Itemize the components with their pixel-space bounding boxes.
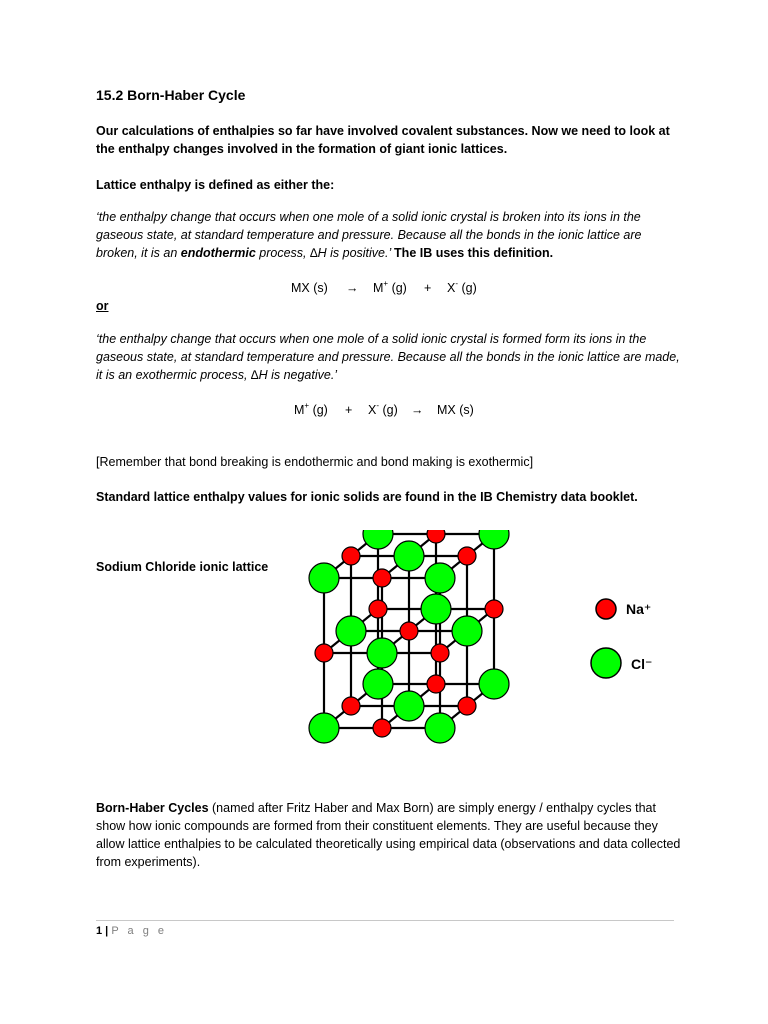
sodium-ion	[427, 530, 445, 543]
sodium-ion	[342, 697, 360, 715]
definition-bold-word: endothermic	[180, 246, 256, 260]
ib-definition-note: The IB uses this definition.	[394, 246, 554, 260]
equation-breaking	[0, 279, 768, 297]
sodium-ion	[315, 644, 333, 662]
definition-text-a: ‘the enthalpy change that occurs when one mole of a solid ionic crystal is broken into its ions in the gaseous state, at standard temperature and pressure. Because all the bonds in the ionic lattice are broken, it is an	[96, 210, 642, 260]
or-label: or	[96, 299, 109, 313]
remember-note: [Remember that bond breaking is endothermic and bond making is exothermic]	[96, 455, 534, 469]
chloride-ion	[309, 713, 339, 743]
born-haber-text: (named after Fritz Haber and Max Born) are simply energy / enthalpy cycles that show how ionic compounds are formed from their constituent elements. They are useful because they allow lattice enthalpies to be calculated theoretically using empirical data (observations and data collected from experiments).	[96, 801, 681, 869]
eq1-product-cation: M+ (g)	[373, 278, 407, 295]
chloride-ion	[363, 669, 393, 699]
lattice-caption: Sodium Chloride ionic lattice	[96, 560, 269, 574]
eq2-plus: +	[345, 403, 353, 417]
eq2-arrow: →	[411, 403, 424, 417]
page-word: P a g e	[111, 925, 167, 937]
sodium-ion	[458, 547, 476, 565]
chloride-ion	[421, 594, 451, 624]
chloride-ion	[309, 563, 339, 593]
eq2-product: MX (s)	[437, 403, 474, 417]
chloride-ion	[452, 616, 482, 646]
born-haber-term: Born-Haber Cycles	[96, 801, 209, 815]
sodium-ion	[427, 675, 445, 693]
definition-exothermic: ‘the enthalpy change that occurs when one mole of a solid ionic crystal is formed form its ions in the gaseous state, at standard temperature and pressure. Because all the bonds in the ionic lattice are made, it is an exothermic process, ∆H is negative.’	[96, 332, 680, 382]
equation-forming	[0, 401, 768, 419]
eq1-product-anion: X- (g)	[447, 278, 477, 295]
footer-separator: |	[102, 925, 112, 937]
chloride-ion	[479, 669, 509, 699]
chloride-ion	[336, 616, 366, 646]
definition-text-b: process, ∆H is positive.’	[255, 246, 395, 260]
born-haber-paragraph	[96, 799, 686, 871]
intro-paragraph: Our calculations of enthalpies so far have involved covalent substances. Now we need to look at the enthalpy changes involved in the formation of giant ionic lattices.	[96, 124, 670, 156]
chloride-ion	[363, 530, 393, 549]
eq1-plus: +	[424, 281, 432, 295]
standard-values-note: Standard lattice enthalpy values for ionic solids are found in the IB Chemistry data booklet.	[96, 490, 638, 504]
sodium-ion	[373, 569, 391, 587]
eq2-reactant-cation: M+ (g)	[294, 400, 328, 417]
definition-endothermic	[96, 208, 686, 262]
legend-sodium-label: Na⁺	[626, 601, 652, 617]
chloride-ion	[425, 713, 455, 743]
page-footer	[96, 922, 167, 940]
legend-chloride-ion-icon	[588, 645, 624, 681]
nacl-lattice-diagram	[300, 530, 560, 750]
chloride-ion	[367, 638, 397, 668]
lattice-definition-label: Lattice enthalpy is defined as either the:	[96, 178, 335, 192]
sodium-ion	[342, 547, 360, 565]
sodium-ion	[400, 622, 418, 640]
sodium-ion	[369, 600, 387, 618]
page-number: 1	[96, 925, 103, 937]
chloride-ion	[394, 691, 424, 721]
legend-sodium-ion-icon	[590, 594, 620, 624]
sodium-ion	[485, 600, 503, 618]
chloride-ion	[479, 530, 509, 549]
footer-divider	[96, 920, 674, 921]
chloride-ion	[394, 541, 424, 571]
eq1-arrow: →	[346, 281, 359, 295]
sodium-ion	[458, 697, 476, 715]
eq1-reactant: MX (s)	[291, 281, 328, 295]
sodium-ion	[431, 644, 449, 662]
chloride-ion	[425, 563, 455, 593]
eq2-reactant-anion: X- (g)	[368, 400, 398, 417]
sodium-ion	[373, 719, 391, 737]
legend-chloride-label: Cl⁻	[631, 656, 653, 672]
section-heading: 15.2 Born-Haber Cycle	[96, 87, 246, 103]
